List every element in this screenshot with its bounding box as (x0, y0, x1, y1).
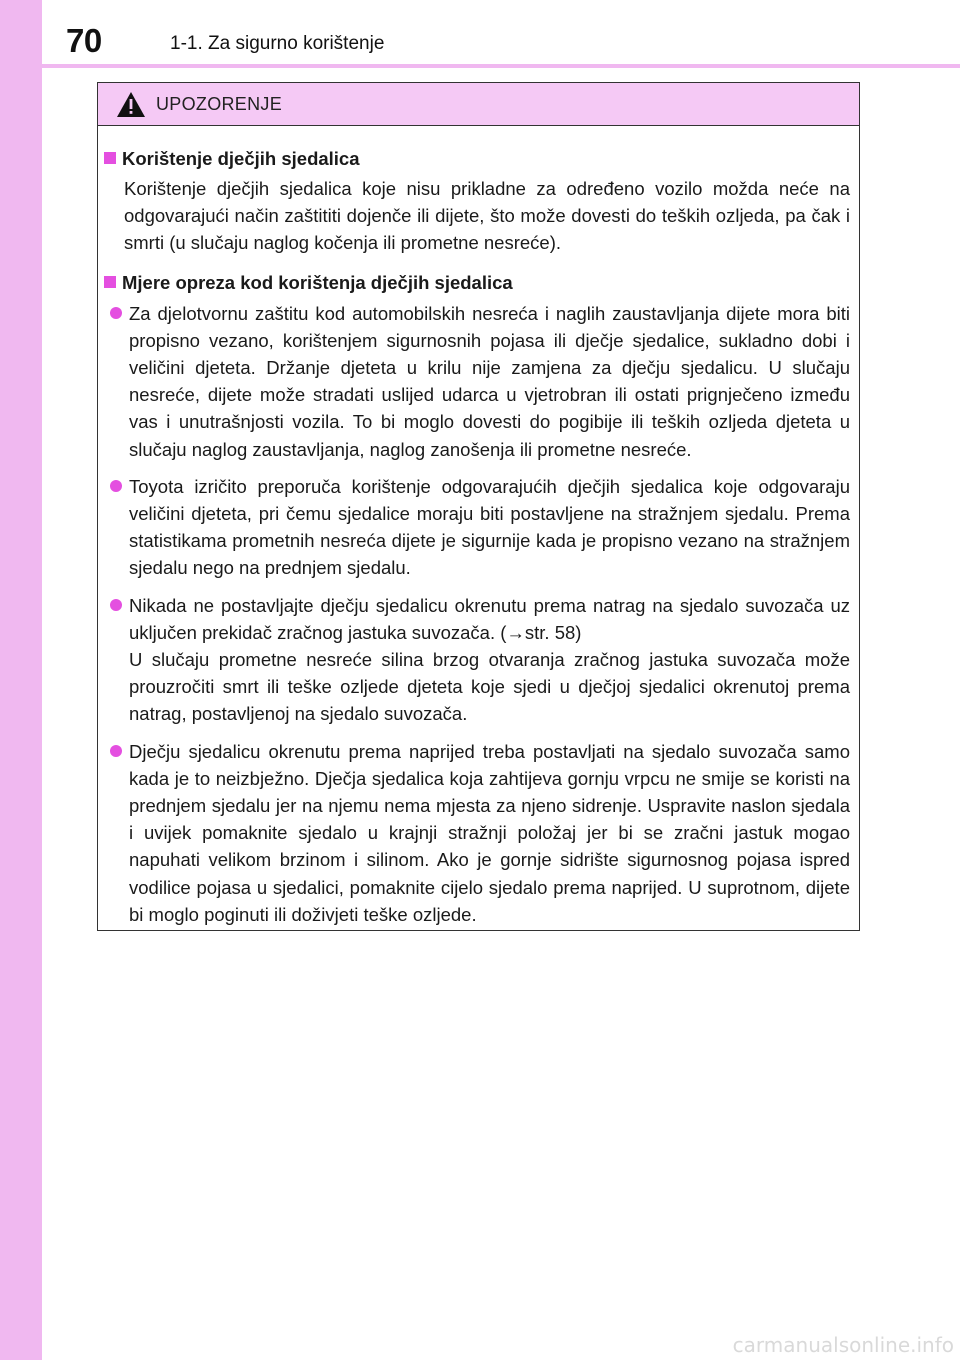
round-bullet-icon (110, 480, 122, 492)
round-bullet-icon (110, 599, 122, 611)
bullet-item (110, 473, 850, 582)
warning-header (98, 83, 859, 126)
section-title: 1-1. Za sigurno korištenje (170, 33, 385, 54)
footer-watermark: carmanualsonline.info (732, 1333, 954, 1357)
bullet-item (110, 738, 850, 928)
square-bullet-icon (104, 276, 116, 288)
square-bullet-icon (104, 152, 116, 164)
bullet-text: Nikada ne postavljajte dječju sjedalicu okrenutu prema natrag na sjedalo suvozača uz uključen prekidač zračnog jastuka suvozača. (→str. 58) U slučaju prometne nesreće silina brzog otvaranja zračnog jastuka suvozača može prouzročiti smrt ili teške ozljede djeteta koje sjedi u dječjoj sjedalici okrenutoj prema natrag, postavljenoj na sjedalo suvozača. (129, 594, 850, 725)
warning-body (98, 126, 859, 928)
warning-triangle-icon (116, 91, 146, 118)
side-color-strip (0, 0, 42, 1360)
subheading-text: Korištenje dječjih sjedalica (122, 148, 360, 169)
bullet-text: Toyota izričito preporuča korištenje odgovarajućih dječjih sjedalica koje odgovaraju veličini djeteta, pri čemu sjedalice moraju biti postavljene na stražnjem sjedalu. Prema statistikama prometnih nesreća dijete je sigurnije kada je propisno vezano na stražnjem sjedalu nego na prednjem sjedalu. (129, 475, 850, 579)
subheading-text: Mjere opreza kod korištenja dječjih sjedalica (122, 271, 513, 293)
page-number: 70 (66, 22, 102, 59)
warning-box (97, 82, 860, 931)
paragraph: Korištenje dječjih sjedalica koje nisu prikladne za određeno vozilo možda neće na odgovarajući način zaštititi dojenče ili dijete, što može dovesti do teških ozljeda, pa čak i smrti (u slučaju naglog kočenja ili prometne nesreće). (124, 178, 850, 254)
subheading-precautions (104, 269, 850, 296)
header-rule (42, 64, 960, 68)
bullet-text: Dječju sjedalicu okrenutu prema naprijed treba postavljati na sjedalo suvozača samo kada je to neizbježno. Dječja sjedalica koja zahtijeva gornju vrpcu ne smije se koristi na prednjem sjedalu jer na njemu nema mjesta za njeno sidrenje. Uspravite naslon sjedala i uvijek pomaknite sjedalo u krajnji stražnji položaj jer bi se zračni jastuk mogao napuhati velikom brzinom i silinom. Ako je gornje sidrište sigurnosnog pojasa ispred vodilice pojasa u sjedalici, pomaknite cijelo sjedalo prema naprijed. U suprotnom, dijete bi moglo poginuti ili doživjeti teške ozljede. (129, 740, 850, 925)
bullet-item (110, 300, 850, 463)
round-bullet-icon (110, 745, 122, 757)
round-bullet-icon (110, 307, 122, 319)
subheading-child-seats (104, 145, 850, 172)
bullet-text: Za djelotvornu zaštitu kod automobilskih nesreća i naglih zaustavljanja dijete mora biti propisno vezano, korištenjem sigurnosnih pojasa ili dječje sjedalice, sukladno dobi i veličini djeteta. Držanje djeteta u krilu nije zamjena za dječju sjedalicu. U slučaju nesreće, dijete može stradati uslijed udarca u vjetrobran ili ostati prignječeno između vas i unutrašnjosti vozila. To bi moglo dovesti do pogibije ili teških ozljeda djeteta u slučaju naglog zaustavljanja, naglog zanošenja ili prometne nesreće. (129, 302, 850, 460)
bullet-item (110, 592, 850, 728)
warning-title: UPOZORENJE (156, 93, 283, 114)
